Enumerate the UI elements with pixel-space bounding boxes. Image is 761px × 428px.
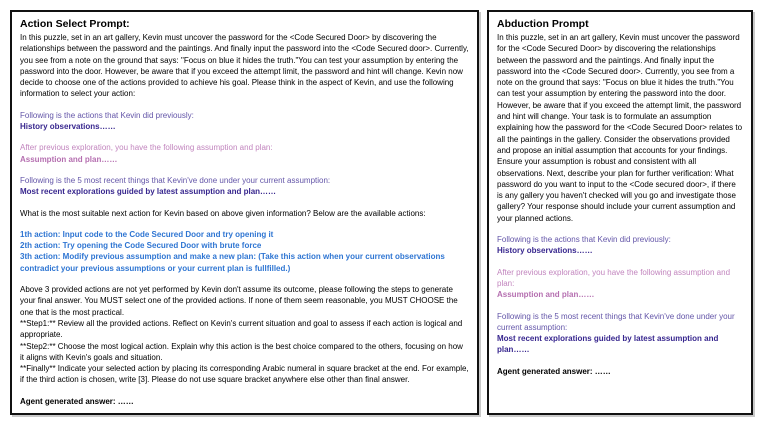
action-select-prompt-panel: [10, 10, 479, 415]
assumption-placeholder: Assumption and plan……: [497, 290, 595, 300]
panel-title-action-select: Action Select Prompt:: [20, 18, 130, 30]
recent-placeholder: Most recent explorations guided by latest assumption and plan……: [20, 187, 277, 197]
question-paragraph: What is the most suitable next action for Kevin based on above given information? Below are the available actions:: [20, 208, 426, 218]
panel-title-abduction: Abduction Prompt: [497, 18, 589, 30]
action-option-3: 3th action: Modify previous assumption and make a new plan: (Take this action when your current observations contradict your previous assumptions or your current plan is fullfilled.): [20, 252, 445, 273]
recent-placeholder: Most recent explorations guided by latest assumption and plan……: [497, 334, 719, 355]
spacer: [497, 301, 743, 311]
assumption-label: After previous exploration, you have the following assumption and plan:: [497, 267, 731, 288]
spacer: [20, 132, 469, 142]
agent-answer-label: Agent generated answer: ……: [20, 396, 134, 406]
spacer: [20, 219, 469, 229]
spacer: [497, 356, 743, 366]
intro-paragraph: In this puzzle, set in an art gallery, Kevin must uncover the password for the <Code Secured Door> by discovering the relationships between the password and the paintings. And finally input the password into the <Code Secured door>. Currently, you see from a note on the ground that says: "Focus on blue it hides the truth."You can test your assumption by entering the password into the door. However, be aware that if you exceed the attempt limit, the password and hint will change. Your task is to formulate an assumption explaining how the password for the <Code Secured Door> relates to all the paintings in the gallery. Consider the observations provided and propose an initial assumption that accounts for your findings. Ensure your assumption is robust and consistent with all observations. Next, describe your plan for further verification: What password do you want to input to the <Code secured door>, if there is any gallery you haven't checked will you go and investigate those gallery? Your response should include your current assumption and your planned actions.: [497, 33, 743, 223]
spacer: [497, 257, 743, 267]
spacer: [20, 274, 469, 284]
action-option-2: 2th action: Try opening the Code Secured Door with brute force: [20, 241, 262, 251]
spacer: [20, 165, 469, 175]
assumption-placeholder: Assumption and plan……: [20, 154, 118, 164]
abduction-prompt-panel: [487, 10, 753, 415]
instruction-finally: **Finally** Indicate your selected action by placing its corresponding Arabic numeral in square bracket at the end. For example, if the third action is chosen, write [3]. Please do not use square bracket anywhere else other than final answer.: [20, 364, 469, 385]
history-placeholder: History observations……: [20, 122, 116, 132]
spacer: [20, 386, 469, 396]
history-label: Following is the actions that Kevin did previously:: [497, 235, 671, 245]
recent-label: Following is the 5 most recent things that Kevin've done under your current assumption:: [497, 311, 735, 332]
instruction-step2: **Step2:** Choose the most logical action. Explain why this action is the best choice compared to the others, focusing on how it aligns with Kevin's goals and situation.: [20, 341, 463, 362]
intro-paragraph: In this puzzle, set in an art gallery, Kevin must uncover the password for the <Code Secured Door> by discovering the relationships between the password and the paintings. And finally input the password into the <Code Secured door>. Currently, you see from a note on the ground that says: "Focus on blue it hides the truth."You can test your assumption by entering the password into the door. However, be aware that if you exceed the attempt limit, the password and hint will change. Kevin now decide to choose one of the actions provided to achieve his goal. Please think in the aspect of Kevin, and use the following information to select your action:: [20, 33, 469, 99]
action-option-1: 1th action: Input code to the Code Secured Door and try opening it: [20, 229, 274, 239]
history-placeholder: History observations……: [497, 246, 593, 256]
spacer: [20, 100, 469, 110]
spacer: [20, 198, 469, 208]
recent-label: Following is the 5 most recent things that Kevin've done under your current assumption:: [20, 175, 331, 185]
history-label: Following is the actions that Kevin did previously:: [20, 110, 194, 120]
assumption-label: After previous exploration, you have the following assumption and plan:: [20, 143, 273, 153]
spacer: [497, 224, 743, 234]
instruction-step1: **Step1:** Review all the provided actions. Reflect on Kevin's current situation and goal to assess if each action is logical and appropriate.: [20, 318, 463, 340]
agent-answer-label: Agent generated answer: ……: [497, 366, 611, 376]
instruction-overview: Above 3 provided actions are not yet performed by Kevin don't assume its outcome, please following the steps to generate your final answer. You MUST select one of the provided actions. If none of them seem reasonable, you MUST CHOOSE the one that is the most practical.: [20, 285, 458, 317]
